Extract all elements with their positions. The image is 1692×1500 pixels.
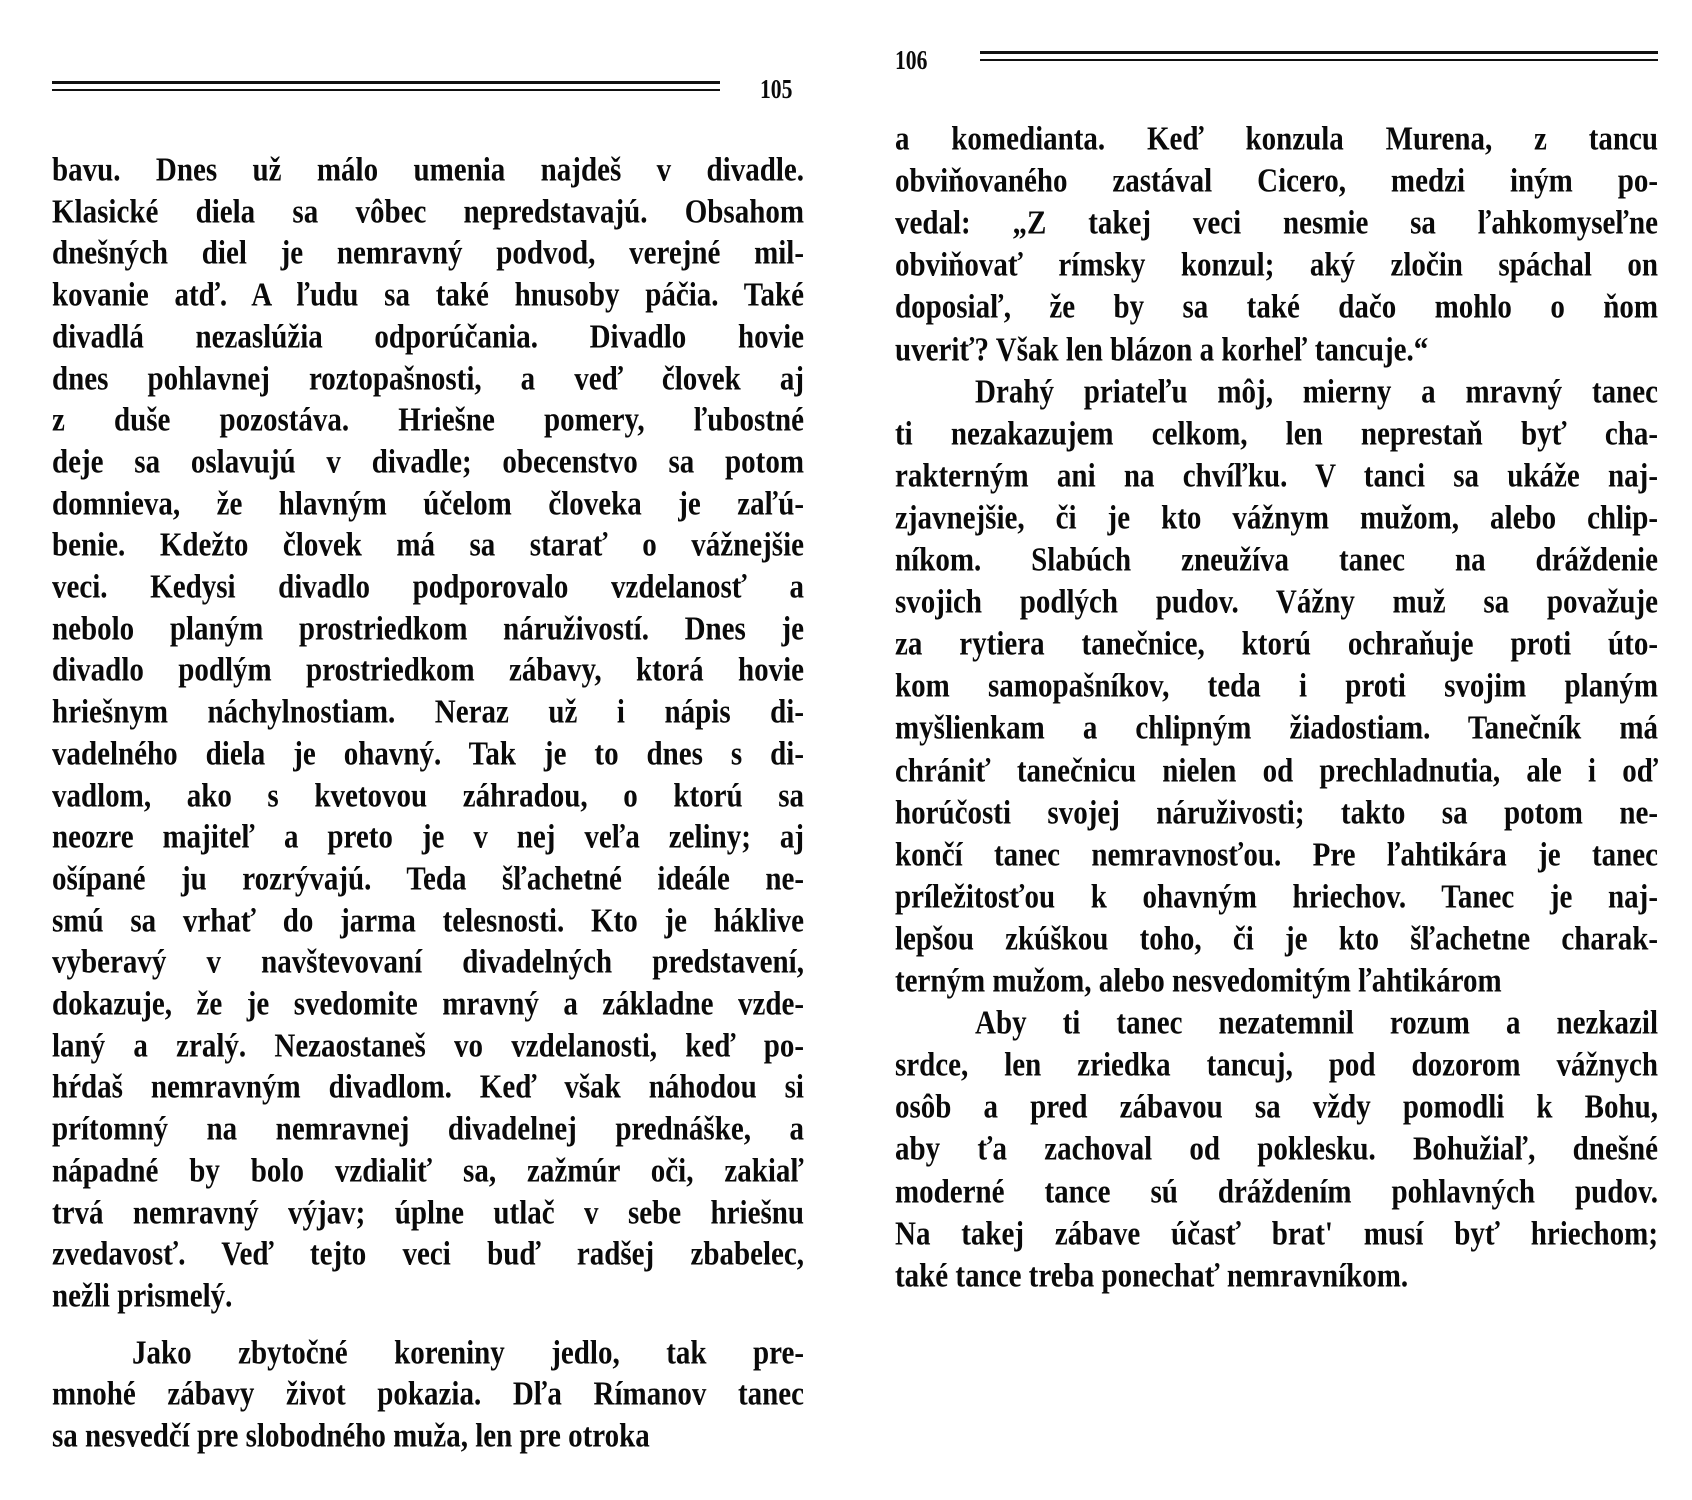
text-line: kom samopašníkov, teda i proti svojim planým <box>895 667 1658 706</box>
text-line: hriešnym náchylnostiam. Neraz už i nápis di- <box>52 693 804 731</box>
text-line: kovanie atď. A ľudu sa také hnusoby páčia. Také <box>52 276 804 314</box>
text-line: aby ťa zachoval od poklesku. Bohužiaľ, dnešné <box>895 1130 1658 1169</box>
text-line: za rytiera tanečnice, ktorú ochraňuje proti úto- <box>895 625 1658 664</box>
text-line: lepšou zkúškou toho, či je kto šľachetne charak- <box>895 920 1658 958</box>
text-line: obviňovať rímsky konzul; aký zločin spáchal on <box>895 246 1658 285</box>
text-line: veci. Kedysi divadlo podporovalo vzdelanosť a <box>52 568 804 606</box>
text-line: srdce, len zriedka tancuj, pod dozorom vážnych <box>895 1046 1658 1085</box>
text-line: Drahý priateľu môj, mierny a mravný tanec <box>975 372 1658 411</box>
text-line: Aby ti tanec nezatemnil rozum a nezkazil <box>975 1004 1658 1042</box>
text-line: moderné tance sú dráždením pohlavných pudov. <box>895 1172 1658 1211</box>
text-line: vedal: „Z takej veci nesmie sa ľahkomyseľne <box>895 204 1658 243</box>
text-line: z duše pozostáva. Hriešne pomery, ľubostné <box>52 401 804 440</box>
text-line: dnešných diel je nemravný podvod, verejné mil- <box>52 234 804 273</box>
text-line: končí tanec nemravnosťou. Pre ľahtikára je tanec <box>895 835 1658 874</box>
header-rule-top <box>980 51 1658 54</box>
text-line: hŕdaš nemravným divadlom. Keď však náhodou si <box>52 1068 804 1107</box>
header-rule-bottom <box>52 89 720 91</box>
text-line: zvedavosť. Veď tejto veci buď radšej zbabelec, <box>52 1235 804 1274</box>
text-line: trvá nemravný výjav; úplne utlač v sebe hriešnu <box>52 1193 804 1232</box>
text-line: divadlá nezaslúžia odporúčania. Divadlo hovie <box>52 317 804 356</box>
text-line: sa nesvedčí pre slobodného muža, len pre otroka <box>52 1417 650 1455</box>
text-line: ti nezakazujem celkom, len neprestaň byť cha- <box>895 414 1658 453</box>
text-line: nežli prismelý. <box>52 1277 233 1315</box>
text-line: svojich podlých pudov. Vážny muž sa považuje <box>895 583 1658 621</box>
text-line: také tance treba ponechať nemravníkom. <box>895 1256 1409 1295</box>
text-line: terným mužom, alebo nesvedomitým ľahtikárom <box>895 962 1502 1000</box>
text-line: smú sa vrhať do jarma telesnosti. Kto je háklive <box>52 901 804 940</box>
text-line: mnohé zábavy život pokazia. Dľa Rímanov tanec <box>52 1375 804 1414</box>
text-line: Na takej zábave účasť brat' musí byť hriechom; <box>895 1214 1658 1253</box>
text-line: osôb a pred zábavou sa vždy pomodli k Bohu, <box>895 1088 1658 1127</box>
text-line: dokazuje, že je svedomite mravný a základne vzde- <box>52 985 804 1023</box>
text-line: obviňovaného zastával Cicero, medzi iným po- <box>895 162 1658 200</box>
text-line: nebolo planým prostriedkom náruživostí. Dnes je <box>52 609 804 648</box>
text-line: Klasické diela sa vôbec nepredstavajú. Obsahom <box>52 192 804 231</box>
text-line: zjavnejšie, či je kto vážnym mužom, alebo chlip- <box>895 499 1658 537</box>
text-line: príležitosťou k ohavným hriechov. Tanec je naj- <box>895 877 1658 916</box>
text-line: domnieva, že hlavným účelom človeka je zaľú- <box>52 484 804 523</box>
left-page <box>52 0 804 1500</box>
header-rule-bottom <box>980 59 1658 61</box>
text-line: nápadné by bolo vzdialiť sa, zažmúr oči, zakiaľ <box>52 1151 804 1190</box>
text-line: rakterným ani na chvíľku. V tanci sa ukáže naj- <box>895 456 1658 495</box>
text-line: chrániť tanečnicu nielen od prechladnutia, ale i oď <box>895 751 1658 790</box>
text-line: ošípané ju rozrývajú. Teda šľachetné ideále ne- <box>52 860 804 898</box>
text-line: uveriť? Však len blázon a korheľ tancuje.“ <box>895 330 1429 369</box>
page-number: 105 <box>760 74 793 105</box>
text-line: deje sa oslavujú v divadle; obecenstvo sa potom <box>52 443 804 481</box>
page-number: 106 <box>895 45 928 76</box>
text-line: dnes pohlavnej roztopašnosti, a veď človek aj <box>52 359 804 398</box>
header-rule-top <box>52 81 720 84</box>
text-line: prítomný na nemravnej divadelnej prednáške, a <box>52 1110 804 1148</box>
text-line: Jako zbytočné koreniny jedlo, tak pre- <box>132 1333 804 1372</box>
right-page <box>895 0 1658 1500</box>
text-line: laný a zralý. Nezaostaneš vo vzdelanosti, keď po- <box>52 1026 804 1065</box>
text-line: vadelného diela je ohavný. Tak je to dnes s di- <box>52 734 804 773</box>
text-line: doposiaľ, že by sa také dačo mohlo o ňom <box>895 288 1658 327</box>
text-line: níkom. Slabúch zneužíva tanec na dráždenie <box>895 541 1658 579</box>
text-line: horúčosti svojej náruživosti; takto sa potom ne- <box>895 793 1658 832</box>
text-line: bavu. Dnes už málo umenia najdeš v divadle. <box>52 151 804 189</box>
text-line: divadlo podlým prostriedkom zábavy, ktorá hovie <box>52 651 804 690</box>
text-line: a komedianta. Keď konzula Murena, z tancu <box>895 120 1658 158</box>
text-line: vadlom, ako s kvetovou záhradou, o ktorú sa <box>52 776 804 815</box>
text-line: vyberavý v navštevovaní divadelných predstavení, <box>52 943 804 982</box>
text-line: benie. Kdežto človek má sa starať o vážnejšie <box>52 526 804 565</box>
text-line: myšlienkam a chlipným žiadostiam. Tanečník má <box>895 709 1658 748</box>
text-line: neozre majiteľ a preto je v nej veľa zeliny; aj <box>52 818 804 857</box>
